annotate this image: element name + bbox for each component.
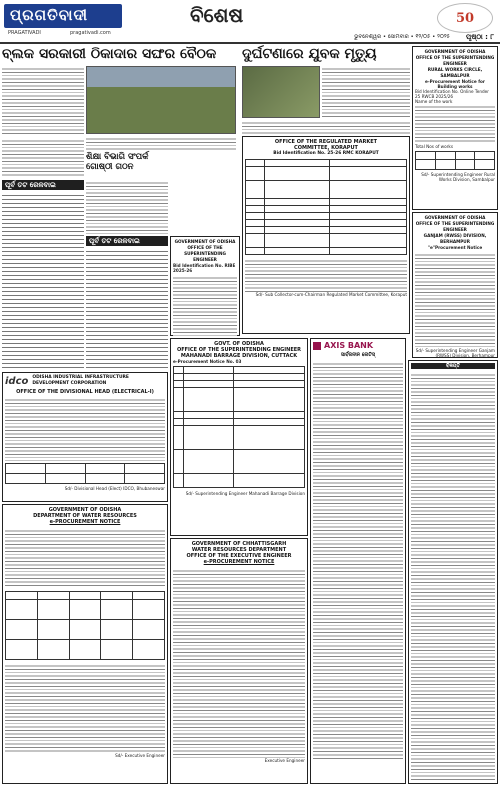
- koraput-table: [245, 159, 407, 255]
- page-number: ପୃଷ୍ଠା : ୮: [466, 33, 494, 41]
- idco-title: OFFICE OF THE DIVISIONAL HEAD (ELECTRICAL-I): [16, 389, 154, 395]
- masthead: [0, 0, 500, 44]
- mahanadi-footer: Sd/- Superintending Engineer Mahanadi Barrage Division: [185, 491, 305, 496]
- rw-head2: OFFICE OF THE SUPERINTENDING ENGINEER: [415, 55, 495, 66]
- idco-table: [5, 463, 165, 484]
- rw-head3: RURAL WORKS CIRCLE, SAMBALPUR: [427, 67, 483, 78]
- rw-table: [415, 151, 495, 170]
- wr-body-2: [5, 663, 165, 753]
- photo-caption-left: [86, 136, 236, 150]
- rw-body: [415, 104, 495, 144]
- rw-title: e-Procurement Notice for Building works: [425, 79, 485, 89]
- rural-works-tender: [412, 46, 498, 210]
- axis-logo-text: AXIS BANK: [324, 341, 374, 350]
- ganjam-head2: OFFICE OF THE SUPERINTENDING ENGINEER: [415, 221, 495, 232]
- mahanadi-head1: GOVT. OF ODISHA: [214, 341, 264, 347]
- anniversary-emblem: 50: [437, 3, 493, 33]
- koraput-footer: Sd/- Sub Collector-cum-Chairman Regulated Market Committee, Koraput: [255, 292, 407, 297]
- right-notice: [408, 360, 498, 784]
- date-text: ଭୁବନେଶ୍ୱର • ସୋମବାର • ୧୨/୦୫ • ୨୦୨୫: [354, 34, 450, 40]
- idco-heading: ODISHA INDUSTRIAL INFRASTRUCTURE DEVELOPMENT CORPORATION: [32, 375, 129, 386]
- railway-tenders-1: [2, 192, 84, 370]
- story-headline-right: ଦୁର୍ଘଟଣାରେ ଯୁବକ ମୃତ୍ୟୁ: [242, 46, 377, 62]
- story-text-right-a: [322, 66, 410, 118]
- story-text-left-b: [2, 138, 84, 178]
- koraput-body: [245, 258, 407, 292]
- koraput-tender: [242, 136, 410, 334]
- axis-heading: ସାର୍ବଜନୀନ ନୋଟିସ୍: [340, 352, 376, 358]
- story-headline-left: ବ୍ଲକ ସରକାରୀ ଠିକାଦାର ସଙ୍ଘର ବୈଠକ: [2, 46, 217, 62]
- mahanadi-tender: [170, 338, 308, 536]
- rw-ref: Bid Identification No. Online Tender 25 RWCB 2025/26: [415, 89, 489, 99]
- dateline: [0, 32, 500, 42]
- se-body: [173, 275, 237, 339]
- koraput-head1: OFFICE OF THE REGULATED MARKET: [274, 139, 378, 145]
- cg-title: e-PROCUREMENT NOTICE: [203, 559, 275, 565]
- ganjam-tender: [412, 212, 498, 358]
- se-head2: OFFICE OF THE SUPERINTENDING ENGINEER: [184, 245, 226, 262]
- koraput-title: Bid Identification No. 25-26 RMC KORAPUT: [273, 151, 379, 156]
- cg-head2: WATER RESOURCES DEPARTMENT: [191, 547, 287, 553]
- axis-body: [313, 361, 403, 761]
- ganjam-head1: GOVERNMENT OF ODISHA: [424, 215, 486, 220]
- se-title: Bid Identification No. RIBE 2025-26: [173, 263, 236, 273]
- idco-logo: idco: [5, 375, 29, 387]
- rw-footer: Sd/- Superintending Engineer Rural Works Division, Sambalpur: [421, 172, 495, 182]
- cg-body: [173, 568, 305, 758]
- story-text-mid: [86, 180, 168, 234]
- story-photo-right: [242, 66, 320, 118]
- story-headline-mid: ଶିକ୍ଷା ବିଭାଗି ସଂପର୍କ ଗୋଷ୍ଠୀ ଗଠନ: [86, 152, 149, 172]
- cg-footer: Executive Engineer: [264, 758, 305, 763]
- idco-body: [5, 397, 165, 461]
- koraput-head2: COMMITTEE, KORAPUT: [294, 145, 358, 151]
- mahanadi-head2: OFFICE OF THE SUPERINTENDING ENGINEER: [176, 347, 302, 353]
- rw-head1: GOVERNMENT OF ODISHA: [424, 49, 486, 54]
- wr-head1: GOVERNMENT OF ODISHA: [48, 507, 122, 513]
- right-notice-body: [411, 372, 495, 780]
- se-tender: [170, 236, 240, 336]
- story-text-left: [2, 66, 84, 136]
- story-photo-left: [86, 66, 236, 134]
- right-notice-heading: ବିଜ୍ଞପ୍ତି: [411, 363, 495, 369]
- cg-tender: [170, 538, 308, 784]
- wr-table: [5, 591, 165, 660]
- idco-tender: [2, 372, 168, 502]
- section-bar-railway-2: ପୂର୍ବ ତଟ ରେଳବାଇ: [86, 236, 168, 246]
- story-headline-mid-box: [86, 152, 168, 178]
- story-headline-left-box: [2, 46, 238, 64]
- axis-logo-icon: [313, 342, 321, 350]
- mahanadi-head3: MAHANADI BARRAGE DIVISION, CUTTACK: [180, 353, 298, 359]
- rw-row1: Name of the work: [415, 99, 453, 104]
- railway-tenders-2: [86, 248, 168, 368]
- wr-footer: Sd/- Executive Engineer: [115, 753, 165, 758]
- site-url[interactable]: pragativadi.com: [70, 30, 111, 36]
- wr-head2: DEPARTMENT OF WATER RESOURCES: [33, 513, 137, 519]
- story-text-right-b: [242, 120, 410, 134]
- ganjam-body: [415, 252, 495, 348]
- section-title: ବିଶେଷ: [190, 3, 244, 27]
- wr-tender: [2, 504, 168, 784]
- se-head1: GOVERNMENT OF ODISHA: [174, 239, 236, 244]
- ganjam-footer: Sd/- Superintending Engineer Ganjam (RWSS) Division, Berhampur: [415, 348, 495, 358]
- section-bar-railway-1: ପୂର୍ବ ତଟ ରେଳବାଇ: [2, 180, 84, 190]
- cg-head1: GOVERNMENT OF CHHATTISGARH: [191, 541, 287, 547]
- idco-footer: Sd/- Divisional Head (Elect) IDCO, Bhubaneswar: [64, 486, 165, 491]
- story-headline-right-box: [242, 46, 410, 64]
- cg-head3: OFFICE OF THE EXECUTIVE ENGINEER: [186, 553, 292, 559]
- mahanadi-table: [173, 366, 305, 488]
- logo-subtitle: PRAGATIVADI: [8, 30, 41, 36]
- wr-title: e-PROCUREMENT NOTICE: [49, 519, 121, 525]
- mahanadi-title: e-Procurement Notice No. 03: [173, 359, 242, 364]
- wr-body: [5, 528, 165, 588]
- ganjam-title: "e"Procurement Notice: [427, 245, 483, 250]
- rw-row2: Total Nos of works: [415, 144, 453, 149]
- newspaper-logo[interactable]: ପ୍ରଗତିବାଦୀ: [4, 4, 122, 28]
- ganjam-head3: GANJAM (RWSS) DIVISION, BERHAMPUR: [423, 233, 487, 244]
- axis-notice: [310, 338, 406, 784]
